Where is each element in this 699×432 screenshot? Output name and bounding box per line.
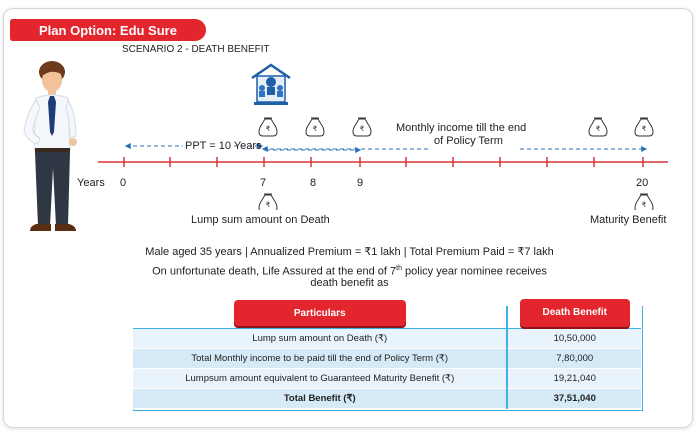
rupee-glyph: ₹: [595, 126, 601, 133]
benefit-table: [133, 306, 641, 409]
rupee-glyph: ₹: [359, 126, 365, 133]
total-value: 37,51,040: [507, 389, 641, 409]
scenario-title: SCENARIO 2 - DEATH BENEFIT: [122, 44, 270, 55]
table-row: [133, 369, 641, 389]
tick-label-9: 9: [357, 177, 364, 189]
years-label: Years: [77, 177, 105, 189]
death-note-post: policy year nominee receives: [401, 265, 547, 278]
table-total-row: [133, 389, 641, 409]
rupee-glyph: ₹: [312, 126, 318, 133]
total-label: Total Benefit (₹): [133, 389, 507, 409]
tick-label-8: 8: [310, 177, 317, 189]
row-label: Lump sum amount on Death (₹): [133, 329, 507, 349]
col-particulars-header: Particulars: [234, 300, 406, 326]
family-house-icon: [248, 62, 294, 106]
policy-summary: Male aged 35 years | Annualized Premium = ₹1 lakh | Total Premium Paid = ₹7 lakh: [145, 246, 554, 258]
col-death-benefit-header: Death Benefit: [520, 299, 630, 327]
monthly-income-label-1: Monthly income till the end: [396, 122, 527, 134]
row-label: Lumpsum amount equivalent to Guaranteed Maturity Benefit (₹): [133, 369, 507, 389]
plan-option-tab: Plan Option: Edu Sure: [10, 19, 206, 41]
rupee-glyph: ₹: [265, 202, 271, 209]
rupee-glyph: ₹: [641, 126, 647, 133]
tick-label-20: 20: [636, 177, 649, 189]
lump-sum-label: Lump sum amount on Death: [191, 214, 330, 226]
row-value: 19,21,040: [507, 369, 641, 389]
tick-label-0: 0: [120, 177, 127, 189]
row-value: 7,80,000: [507, 349, 641, 369]
table-header-row: [133, 306, 641, 329]
rupee-glyph: ₹: [641, 202, 647, 209]
row-value: 10,50,000: [507, 329, 641, 349]
death-note-pre: On unfortunate death, Life Assured at the end of 7: [152, 265, 397, 278]
maturity-benefit-label: Maturity Benefit: [590, 214, 667, 226]
death-note-line2: death benefit as: [310, 277, 389, 289]
death-note-line1: [0, 265, 699, 278]
ppt-label: PPT = 10 Years: [185, 140, 262, 152]
monthly-income-label-2: of Policy Term: [434, 135, 503, 147]
row-label: Total Monthly income to be paid till the end of Policy Term (₹): [133, 349, 507, 369]
table-row: [133, 329, 641, 349]
death-note-sup: th: [396, 265, 402, 272]
timeline-chart: [0, 110, 699, 210]
table-row: [133, 349, 641, 369]
tick-label-7: 7: [260, 177, 267, 189]
rupee-glyph: ₹: [265, 126, 271, 133]
